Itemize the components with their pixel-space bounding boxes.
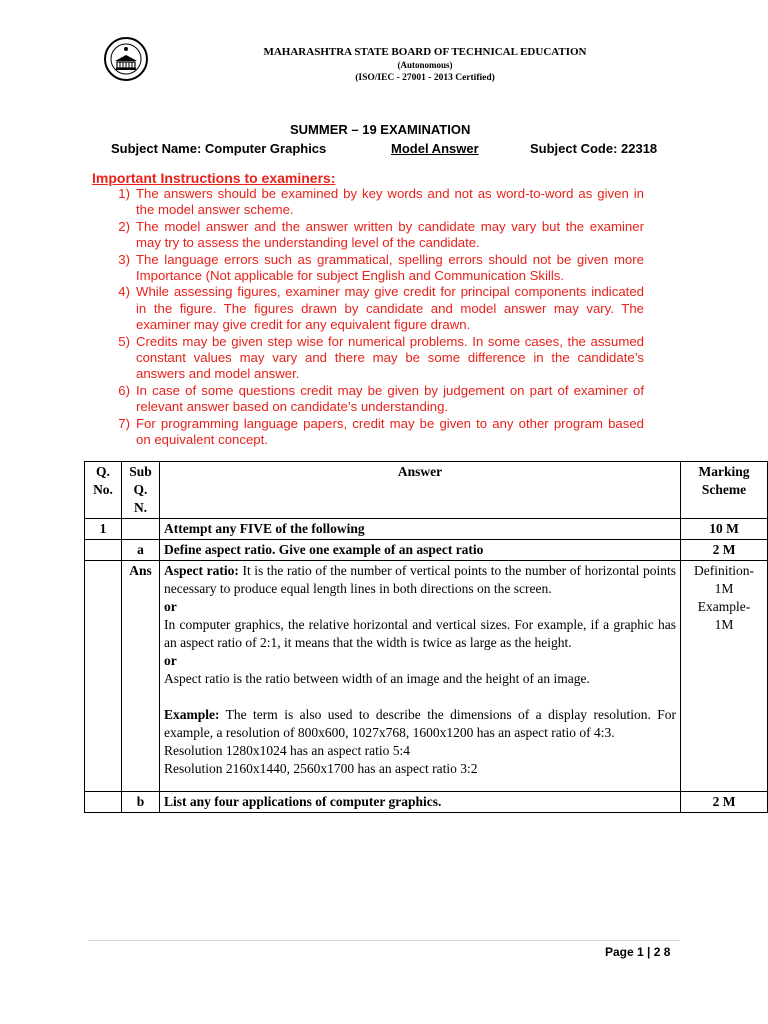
question-marks: 10 M: [681, 519, 768, 540]
sub-question-label: a: [122, 540, 160, 561]
instruction-number: 5): [118, 333, 130, 349]
instruction-text: The model answer and the answer written by candidate may vary but the examiner may try to assess the understanding level of the candidate.: [136, 218, 644, 251]
sub-question-text: List any four applications of computer graphics.: [160, 792, 681, 813]
header-subq: Sub Q. N.: [122, 462, 160, 519]
instruction-number: 2): [118, 218, 130, 234]
board-name: MAHARASHTRA STATE BOARD OF TECHNICAL EDUCATION: [263, 46, 587, 58]
instruction-text: The answers should be examined by key words and not as word-to-word as given in the model answer scheme.: [136, 186, 644, 218]
example-text: The term is also used to describe the dimensions of a display resolution. For example, a resolution of 800x600, 1027x768, 1600x1200 has an aspect ratio of 4:3.: [164, 707, 676, 740]
table-row: [85, 540, 768, 561]
example-term: Example:: [164, 707, 220, 722]
instruction-item: [92, 334, 644, 383]
question-number-empty: [85, 561, 122, 792]
instruction-text: While assessing figures, examiner may give credit for principal components indicated in the figure. The figures drawn by candidate and model answer may vary. The examiner may give credit for any equivalent figure drawn.: [136, 284, 644, 333]
instruction-item: [92, 186, 644, 219]
sub-question-marks: 2 M: [681, 792, 768, 813]
model-answer-label: Model Answer: [391, 141, 479, 156]
sub-question-label: b: [122, 792, 160, 813]
instruction-item: [92, 252, 644, 285]
answer-example: [164, 706, 676, 742]
answer-definition: [164, 562, 676, 598]
table-row: [85, 561, 768, 792]
answer-body: [160, 561, 681, 792]
marking-scheme: [681, 561, 768, 792]
instruction-item: [92, 416, 644, 449]
header-qno: Q. No.: [85, 462, 122, 519]
instruction-text: The language errors such as grammatical, spelling errors should not be given more Importance (Not applicable for subject English and Communication Skills.: [136, 251, 644, 284]
question-number: 1: [85, 519, 122, 540]
table-row: [85, 792, 768, 813]
sub-question-empty: [122, 519, 160, 540]
question-number-empty: [85, 540, 122, 561]
table-header-row: [85, 462, 768, 519]
table-row: [85, 519, 768, 540]
instructions-title: Important Instructions to examiners:: [92, 170, 336, 186]
instruction-item: [92, 284, 644, 333]
board-certification: (ISO/IEC - 27001 - 2013 Certified): [355, 73, 495, 83]
footer-divider: [88, 940, 680, 941]
instruction-number: 4): [118, 284, 130, 300]
marking-line: Definition-: [694, 563, 754, 578]
question-title: Attempt any FIVE of the following: [160, 519, 681, 540]
definition-text: It is the ratio of the number of vertical points to the number of horizontal points necessary to produce equal length lines in both directions on the screen.: [164, 563, 676, 596]
instruction-text: For programming language papers, credit may be given to any other program based on equivalent concept.: [136, 415, 644, 448]
instruction-item: [92, 383, 644, 416]
subject-code: Subject Code: 22318: [530, 141, 658, 156]
or-separator: or: [164, 653, 177, 668]
board-autonomous: (Autonomous): [397, 60, 453, 70]
instruction-number: 3): [118, 251, 130, 267]
exam-title: SUMMER – 19 EXAMINATION: [290, 122, 471, 137]
answer-paragraph: In computer graphics, the relative horizontal and vertical sizes. For example, if a graphic has an aspect ratio of 2:1, it means that the width is twice as large as the height.: [164, 617, 676, 650]
marking-line: 1M: [714, 617, 734, 632]
resolution-line: Resolution 2160x1440, 2560x1700 has an aspect ratio 3:2: [164, 761, 478, 776]
sub-question-marks: 2 M: [681, 540, 768, 561]
instruction-text: Credits may be given step wise for numerical problems. In some cases, the assumed constant values may vary and there may be some difference in the candidate’s answers and model answer.: [136, 333, 644, 382]
or-separator: or: [164, 599, 177, 614]
definition-term: Aspect ratio:: [164, 563, 239, 578]
instruction-number: 7): [118, 415, 130, 431]
answer-table: [84, 461, 768, 813]
page-number: Page 1 | 2 8: [605, 945, 671, 959]
question-number-empty: [85, 792, 122, 813]
instruction-text: In case of some questions credit may be given by judgement on part of examiner of relevant answer based on candidate’s understanding.: [136, 382, 644, 415]
instructions-list: [92, 186, 644, 449]
subject-name: Subject Name: Computer Graphics: [111, 141, 327, 156]
header-answer: Answer: [160, 462, 681, 519]
instruction-number: 1): [118, 186, 130, 201]
marking-line: 1M: [714, 581, 734, 596]
sub-question-text: Define aspect ratio. Give one example of an aspect ratio: [160, 540, 681, 561]
resolution-line: Resolution 1280x1024 has an aspect ratio 5:4: [164, 743, 410, 758]
answer-paragraph: Aspect ratio is the ratio between width of an image and the height of an image.: [164, 671, 590, 686]
header-marking: Marking Scheme: [681, 462, 768, 519]
instruction-item: [92, 219, 644, 252]
marking-line: Example-: [697, 599, 751, 614]
answer-label: Ans: [122, 561, 160, 792]
instruction-number: 6): [118, 382, 130, 398]
